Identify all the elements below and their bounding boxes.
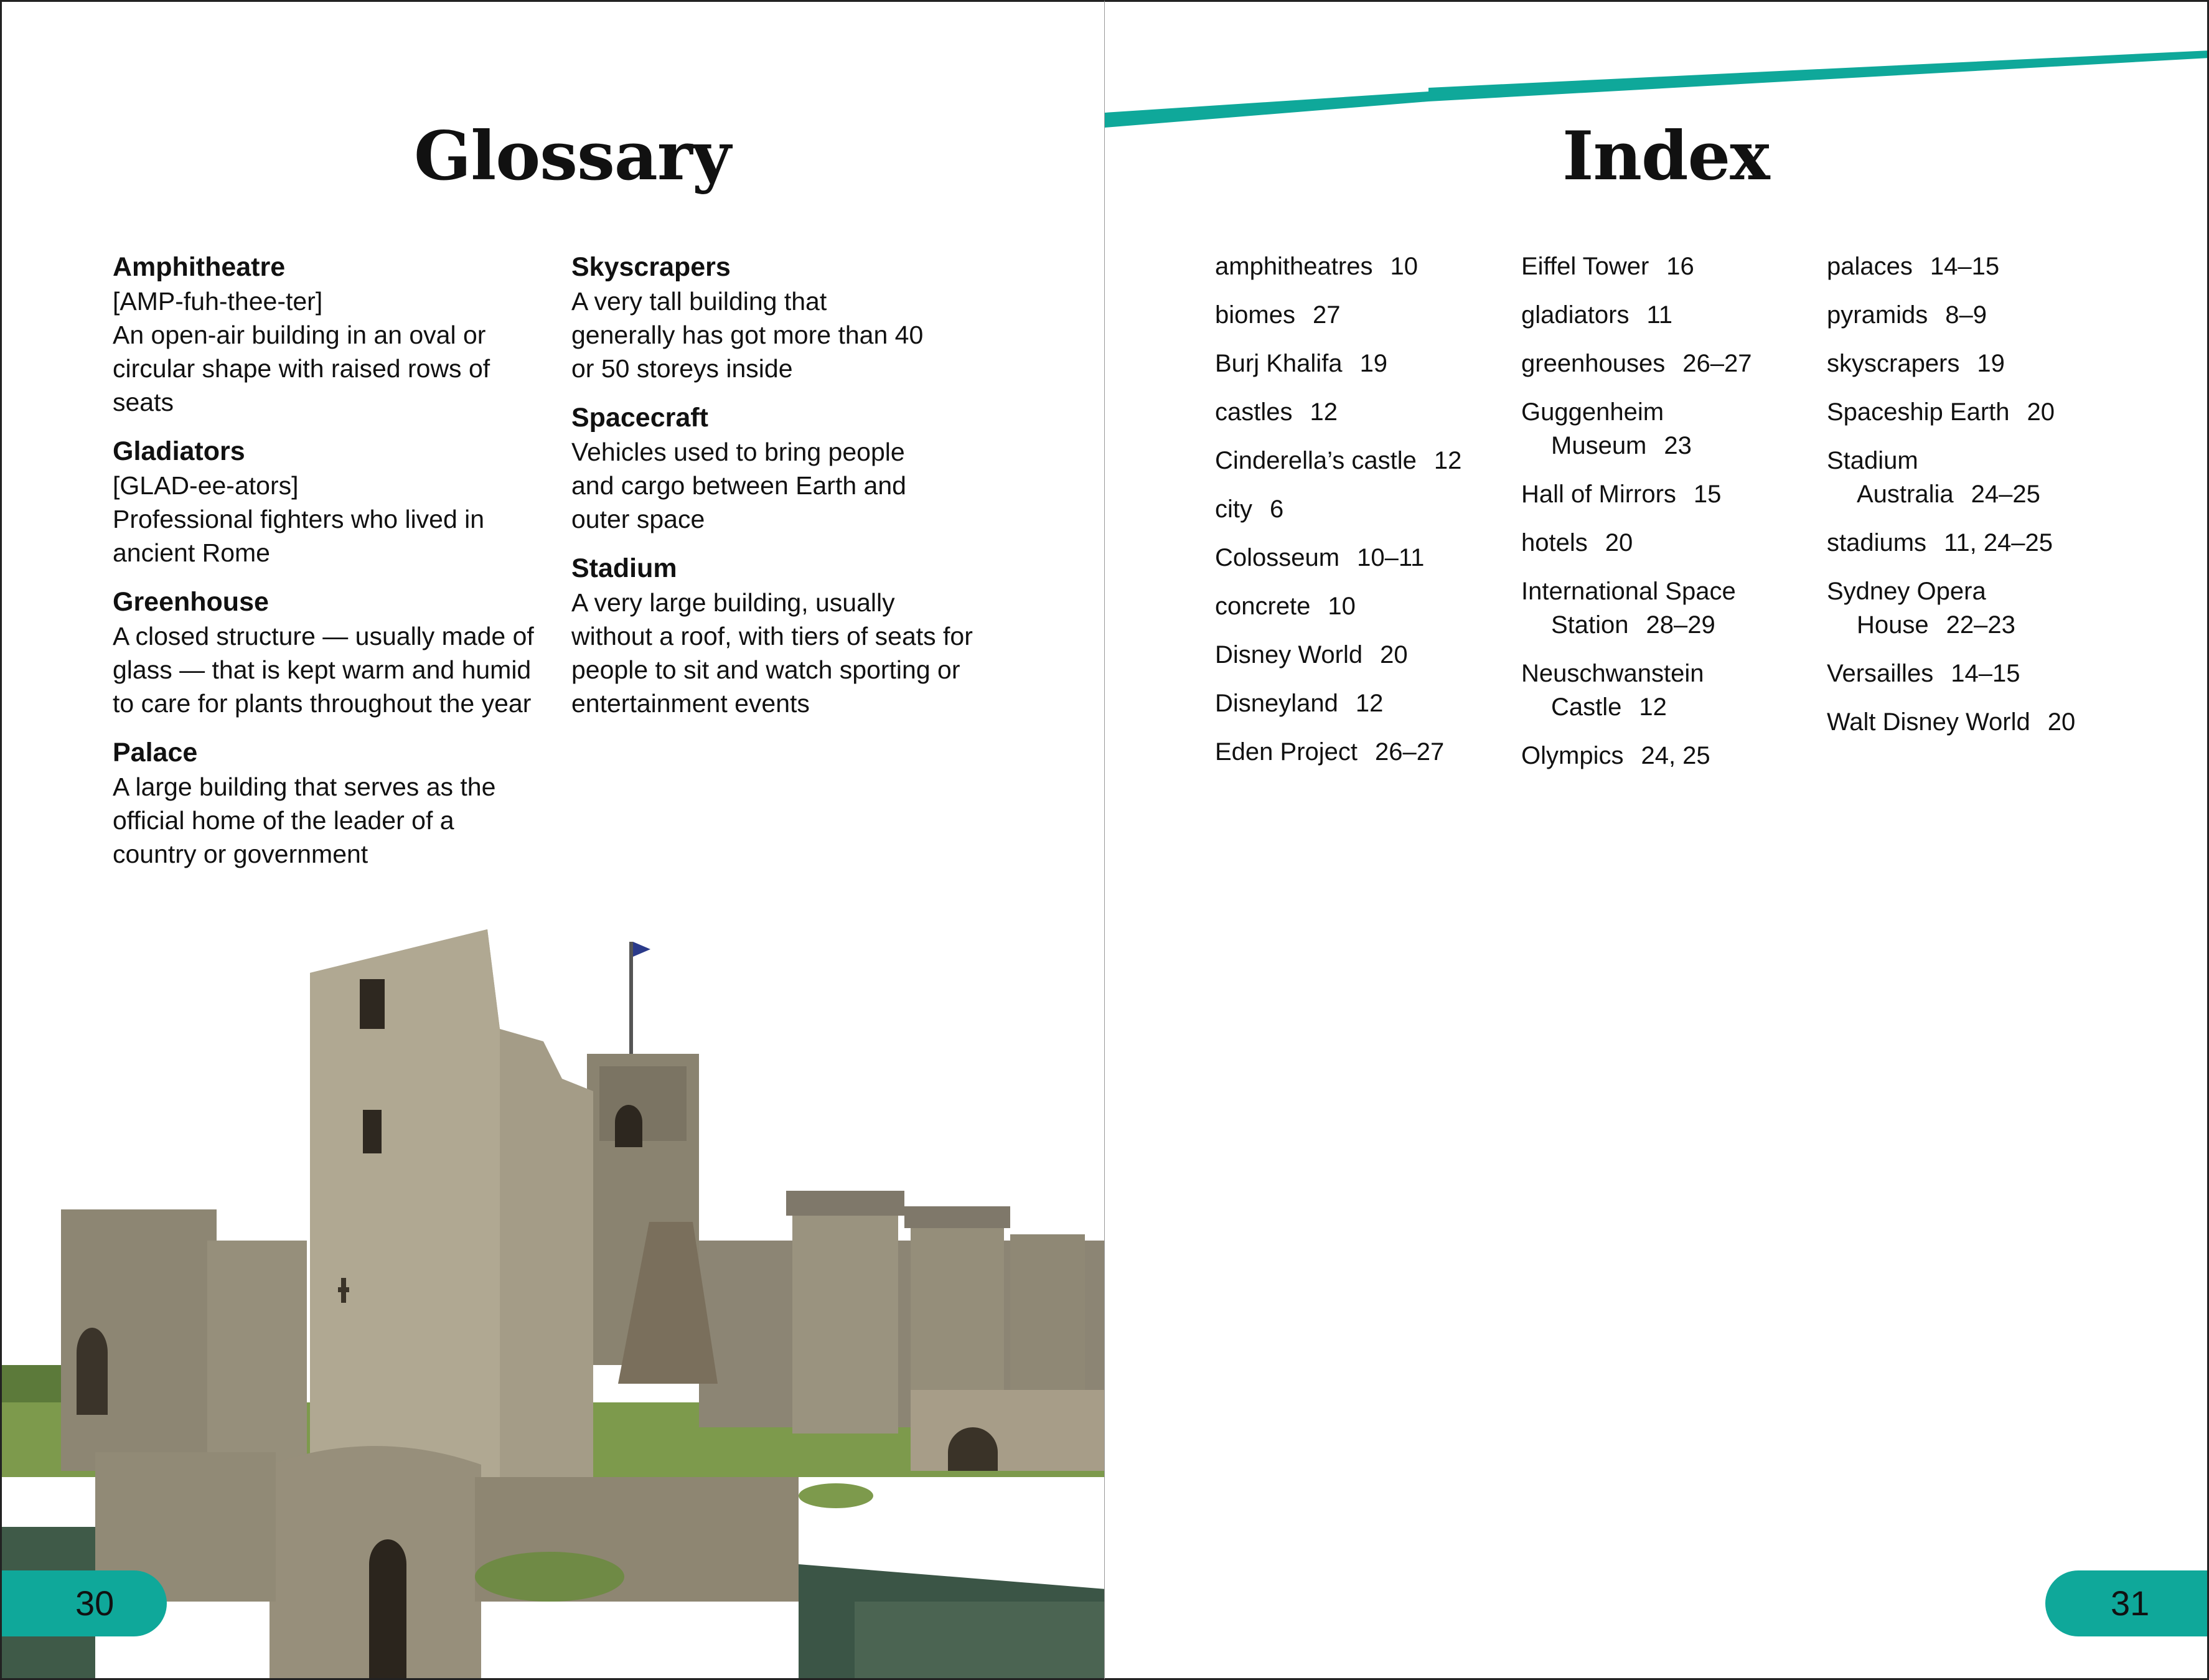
index-pages: 24–25 [1971,481,2040,508]
index-pages: 19 [1977,350,2005,377]
index-entry [1827,575,2094,642]
index-entry [1827,444,2076,511]
index-term: Olympics [1521,742,1624,769]
index-pages: 11 [1646,301,1672,329]
glossary-entry [113,584,548,720]
index-pages: 28–29 [1646,611,1715,639]
index-term: amphitheatres [1215,253,1373,280]
index-pages: 8–9 [1945,301,1987,329]
index-entry [1215,395,1514,429]
index-term: Disneyland [1215,690,1338,717]
index-entry [1215,638,1514,672]
index-pages: 20 [1380,641,1408,669]
index-entry [1215,541,1514,575]
glossary-term: Skyscrapers [571,252,731,282]
index-term: biomes [1215,301,1295,329]
index-term: castles [1215,398,1293,426]
index-term: gladiators [1521,301,1630,329]
index-pages: 20 [1605,529,1633,556]
glossary-entry [113,735,548,871]
index-pages: 10 [1390,253,1418,280]
index-term: stadiums [1827,529,1927,556]
index-entry [1215,444,1514,477]
index-term: skyscrapers [1827,350,1960,377]
index-entry [1827,250,2126,283]
index-term: city [1215,495,1252,523]
index-term: Versailles [1827,660,1934,687]
index-pages: 10 [1328,593,1356,620]
index-entry [1521,250,1820,283]
glossary-definition: An open-air building in an oval or circular shape with raised rows of seats [113,321,490,416]
index-entry [1521,477,1820,511]
index-entry [1521,657,1727,724]
index-pages: 26–27 [1682,350,1752,377]
index-pages: 19 [1359,350,1388,377]
glossary-definition: Professional fighters who lived in ancient Rome [113,505,485,567]
index-term: Burj Khalifa [1215,350,1343,377]
index-pages: 20 [2047,708,2076,736]
index-term: Stadium Australia [1827,447,1954,508]
index-pages: 12 [1310,398,1338,426]
glossary-definition: A very large building, usually without a roof, with tiers of seats for people to sit and watch sporting or entertainment events [571,588,973,718]
index-entry [1827,526,2126,560]
index-pages: 16 [1666,253,1694,280]
glossary-term: Palace [113,738,198,767]
glossary-term: Amphitheatre [113,252,286,282]
glossary-title: Glossary [414,117,731,195]
glossary-entry [571,400,1007,536]
index-pages: 12 [1639,693,1667,721]
index-term: Eden Project [1215,738,1358,766]
index-term: Colosseum [1215,544,1340,571]
index-term: Spaceship Earth [1827,398,2010,426]
glossary-entry [113,434,548,570]
index-pages: 15 [1693,481,1722,508]
glossary-term: Spacecraft [571,403,708,433]
glossary-term: Gladiators [113,436,245,466]
index-entry [1521,575,1783,642]
index-term: greenhouses [1521,350,1666,377]
index-term: Walt Disney World [1827,708,2030,736]
index-term: Neuschwanstein Castle [1521,660,1704,721]
index-term: concrete [1215,593,1311,620]
index-title: Index [1562,117,1770,195]
index-column-3 [1827,250,2126,754]
glossary-definition: A large building that serves as the official home of the leader of a country or government [113,772,496,868]
castle-photo [2,917,1104,1680]
glossary-entry [571,551,1007,720]
index-pages: 26–27 [1375,738,1445,766]
index-entry [1215,735,1514,769]
index-column-2 [1521,250,1820,787]
page-number-left: 30 [2,1570,167,1636]
index-entry [1521,739,1820,772]
glossary-column-1 [113,250,548,886]
glossary-column-2 [571,250,1007,735]
glossary-pronunciation: [AMP-fuh-thee-ter] [113,287,323,316]
index-entry [1215,298,1514,332]
glossary-pronunciation: [GLAD-ee-ators] [113,471,299,500]
index-pages: 23 [1664,432,1692,459]
index-entry [1827,395,2126,429]
index-pages: 14–15 [1930,253,2000,280]
index-entry [1215,687,1514,720]
index-entry [1215,347,1514,380]
index-pages: 20 [2027,398,2055,426]
glossary-definition: A closed structure — usually made of glass — that is kept warm and humid to care for plants throughout the year [113,622,534,718]
index-pages: 24, 25 [1641,742,1710,769]
index-entry [1827,705,2126,739]
index-term: Hall of Mirrors [1521,481,1676,508]
index-pages: 12 [1355,690,1384,717]
index-term: Disney World [1215,641,1363,669]
index-entry [1215,250,1514,283]
index-entry [1215,492,1514,526]
index-entry [1521,395,1795,462]
glossary-entry [113,250,548,419]
index-pages: 6 [1270,495,1284,523]
index-term: pyramids [1827,301,1928,329]
index-entry [1215,589,1514,623]
index-pages: 10–11 [1357,544,1425,571]
index-term: Cinderella’s castle [1215,447,1417,474]
glossary-entry [571,250,1007,385]
glossary-definition: Vehicles used to bring people and cargo between Earth and outer space [571,438,906,533]
index-entry [1827,657,2126,690]
index-pages: 14–15 [1951,660,2020,687]
index-column-1 [1215,250,1514,784]
index-pages: 11, 24–25 [1944,529,2053,556]
glossary-term: Stadium [571,553,677,583]
left-page [0,0,1104,1680]
glossary-term: Greenhouse [113,587,269,617]
index-entry [1827,347,2126,380]
index-entry [1521,298,1820,332]
index-term: palaces [1827,253,1913,280]
index-term: Guggenheim Museum [1521,398,1664,459]
index-entry [1521,347,1820,380]
index-entry [1521,526,1820,560]
index-term: hotels [1521,529,1588,556]
page-number-right: 31 [2045,1570,2209,1636]
index-term: International Space Station [1521,578,1736,639]
right-page [1104,0,2209,1680]
index-pages: 22–23 [1946,611,2015,639]
glossary-definition: A very tall building that generally has got more than 40 or 50 storeys inside [571,287,924,383]
index-term: Eiffel Tower [1521,253,1649,280]
index-term: Sydney Opera House [1827,578,1986,639]
index-pages: 12 [1433,447,1462,474]
index-entry [1827,298,2126,332]
index-pages: 27 [1312,301,1341,329]
